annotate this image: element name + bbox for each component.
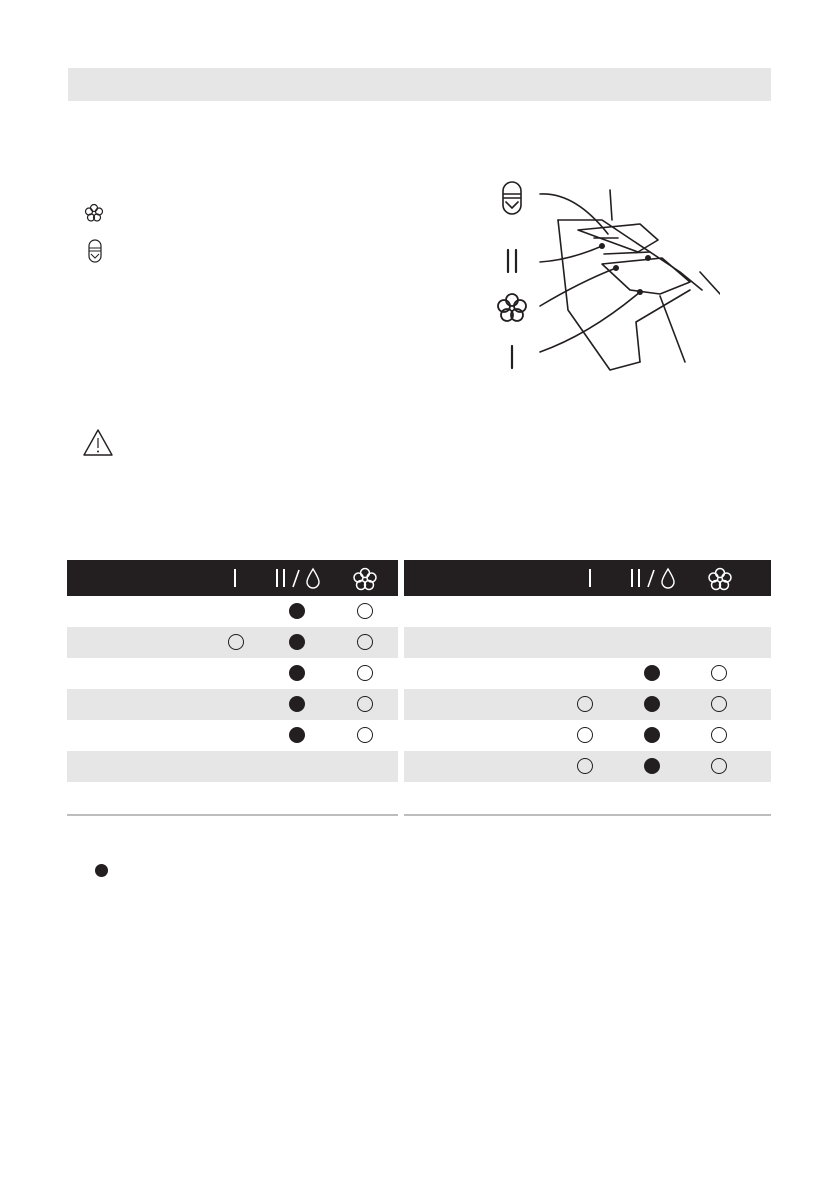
section-header-bar: [68, 68, 771, 101]
empty-circle-icon: [711, 696, 727, 712]
empty-circle-icon: [711, 665, 727, 681]
table-row: [67, 720, 398, 751]
table-row: [67, 751, 398, 782]
empty-circle-icon: [577, 727, 593, 743]
compartment-II-icon: [629, 567, 643, 589]
table-row: [404, 627, 771, 658]
table-row: [67, 689, 398, 720]
filled-dot-icon: [289, 727, 305, 743]
empty-circle-icon: [357, 696, 373, 712]
empty-circle-icon: [357, 634, 373, 650]
slash-icon: [646, 567, 656, 589]
table-row: [67, 596, 398, 627]
softener-label-icon: [498, 294, 526, 321]
filled-dot-icon: [289, 696, 305, 712]
empty-circle-icon: [577, 696, 593, 712]
empty-circle-icon: [711, 758, 727, 774]
table-row: [404, 689, 771, 720]
compartment-I-icon: [586, 567, 594, 589]
empty-circle-icon: [711, 727, 727, 743]
filled-dot-icon: [644, 758, 660, 774]
fabric-softener-icon: [352, 566, 378, 592]
empty-circle-icon: [228, 634, 244, 650]
table-row: [67, 627, 398, 658]
empty-circle-icon: [357, 603, 373, 619]
dosage-table-left: [67, 560, 398, 816]
compartment-I-icon: [231, 567, 239, 589]
flap-label-icon: [503, 182, 521, 214]
table-row: [404, 596, 771, 627]
table-row: [404, 751, 771, 782]
table-row: [404, 658, 771, 689]
warning-triangle-icon: [82, 428, 114, 458]
table-row: [67, 658, 398, 689]
liquid-drop-icon: [660, 567, 676, 589]
empty-circle-icon: [577, 758, 593, 774]
filled-dot-legend-icon: [95, 864, 108, 877]
filled-dot-icon: [644, 727, 660, 743]
empty-circle-icon: [357, 665, 373, 681]
filled-dot-icon: [289, 603, 305, 619]
filled-dot-icon: [644, 665, 660, 681]
table-bottom-rule: [67, 814, 398, 816]
dosage-table-right: [404, 560, 771, 816]
table-header: [404, 560, 771, 596]
liquid-drop-icon: [305, 567, 321, 589]
filled-dot-icon: [289, 665, 305, 681]
fabric-softener-icon: [707, 566, 733, 592]
table-bottom-rule: [404, 814, 771, 816]
detergent-dispenser-diagram: [490, 172, 720, 377]
filled-dot-icon: [289, 634, 305, 650]
filled-dot-icon: [644, 696, 660, 712]
slash-icon: [291, 567, 301, 589]
empty-circle-icon: [357, 727, 373, 743]
compartment-II-icon: [274, 567, 288, 589]
fabric-softener-icon: [84, 203, 104, 223]
liquid-detergent-flap-icon: [88, 239, 102, 263]
table-row: [404, 720, 771, 751]
table-header: [67, 560, 398, 596]
